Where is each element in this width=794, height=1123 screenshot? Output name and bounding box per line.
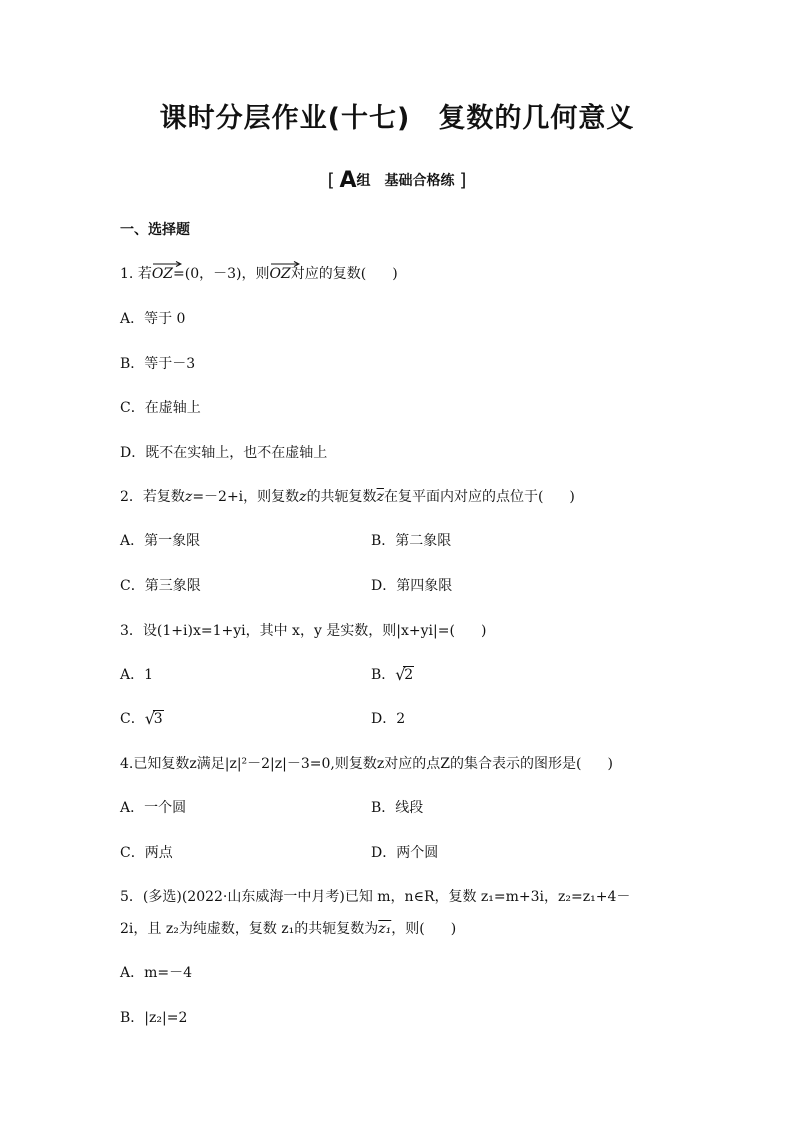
sqrt-3: √ 3 — [144, 709, 163, 728]
radical-icon: √ — [144, 709, 155, 728]
q2-option-c: C．第三象限 — [120, 578, 201, 594]
vector-arrow-icon — [270, 261, 300, 267]
q4-option-c: C．两点 — [120, 845, 173, 861]
q1-option-b: B．等于－3 — [120, 356, 196, 372]
group-letter: A — [339, 168, 357, 193]
question-5-line-2: 2i，且 z₂为纯虚数，复数 z₁的共轭复数为z₁，则( ) — [120, 921, 457, 937]
q5-option-b: B．|z₂|=2 — [120, 1010, 188, 1026]
radical-icon: √ — [395, 665, 406, 684]
q4-option-b: B．线段 — [371, 800, 424, 816]
title-sub: 复数的几何意义 — [438, 103, 635, 134]
group-header: [ A组 基础合格练 ] — [327, 168, 467, 193]
question-3: 3．设(1+i)x=1+yi，其中 x，y 是实数，则|x+yi|=( ) — [120, 623, 487, 639]
conjugate-z1: z₁ — [378, 921, 392, 937]
question-1: 1. 若 OZ=(0，－3)，则 OZ对应的复数( ) — [120, 263, 398, 283]
question-2: 2．若复数z=－2+i，则复数z的共轭复数$\overline{z}$在复平面内对应的点位于( ) — [120, 489, 575, 505]
q2-option-a: A．第一象限 — [120, 533, 201, 549]
q4-option-d: D．两个圆 — [371, 845, 439, 861]
vector-oz: OZ — [152, 266, 173, 282]
q1-option-c: C．在虚轴上 — [120, 400, 201, 416]
q2-option-b: B．第二象限 — [371, 533, 452, 549]
q1-option-a: A．等于 0 — [120, 311, 186, 327]
question-5-line-1: 5．(多选)(2022·山东威海一中月考)已知 m，n∈R，复数 z₁=m+3i，z₂=z₁+4－ — [120, 889, 631, 905]
q5-option-a: A．m=－4 — [120, 965, 193, 981]
q3-option-a: A．1 — [120, 667, 154, 683]
vector-oz-2: OZ — [270, 266, 291, 282]
title-main: 课时分层作业(十七) — [159, 103, 411, 134]
group-label: 基础合格练 — [384, 173, 455, 189]
q2-option-d: D．第四象限 — [371, 578, 453, 594]
q3-option-c: C． √ 3 — [120, 709, 163, 728]
q3-option-b: B． √ 2 — [371, 665, 414, 684]
question-4: 4.已知复数z满足|z|²－2|z|－3=0,则复数z对应的点Z的集合表示的图形是( ) — [120, 756, 613, 772]
q4-option-a: A．一个圆 — [120, 800, 187, 816]
q3-option-d: D．2 — [371, 711, 406, 727]
q1-option-d: D．既不在实轴上，也不在虚轴上 — [120, 445, 328, 461]
vector-arrow-icon — [152, 261, 182, 267]
sqrt-2: √ 2 — [395, 665, 414, 684]
conjugate-z: $\overline{z}$ — [376, 489, 384, 505]
page-title — [0, 96, 794, 135]
section-heading: 一、选择题 — [120, 222, 190, 238]
group-suffix: 组 — [356, 173, 371, 189]
